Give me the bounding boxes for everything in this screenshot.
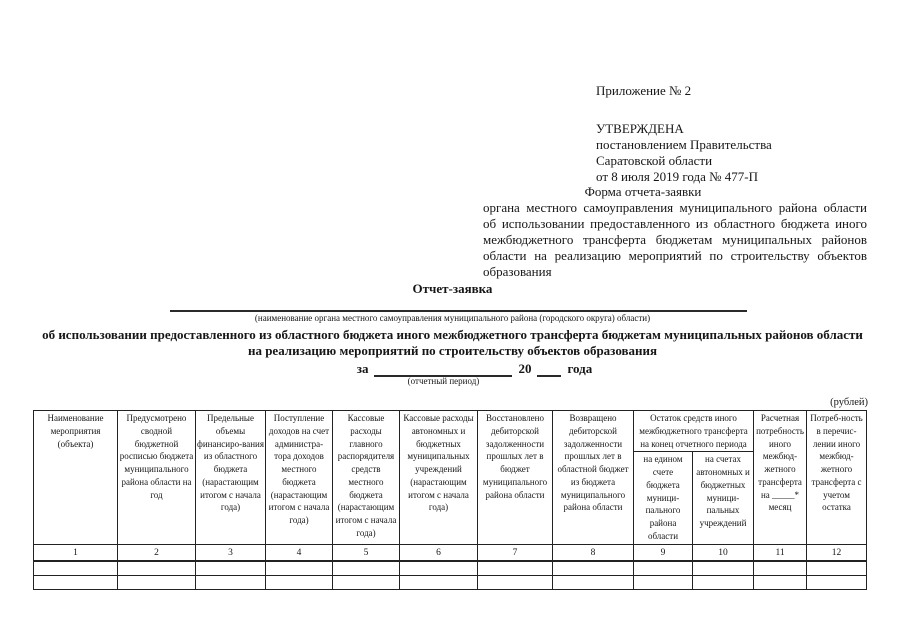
col-header-12: Потреб-ность в перечис-лении иного межбюд-жетного трансферта с учетом остатка [807,411,867,545]
report-table [33,410,867,590]
table-header-row [34,411,867,452]
period-suffix: года [567,361,593,376]
org-name-fill-line [170,298,747,312]
empty-data-row [34,561,867,576]
column-number: 5 [333,545,400,562]
col-header-6: Кассовые расходы автономных и бюджетных муниципальных учреждений (нарастающим итогом с начала года) [400,411,478,545]
col-header-7: Восстановлено дебиторской задолженности прошлых лет в бюджет муниципального района области [478,411,553,545]
period-caption: (отчетный период) [407,376,480,386]
empty-data-row [34,576,867,590]
col-header-2: Предусмотрено сводной бюджетной росписью бюджета муниципального района области на год [118,411,196,545]
period-fill-line [374,361,512,386]
approval-block [596,121,772,185]
units-label: (рублей) [830,397,868,408]
appendix-label: Приложение № 2 [596,83,692,98]
col-header-8: Возвращено дебиторской задолженности прошлых лет в областной бюджет из бюджета муниципального района области [553,411,634,545]
period-year-prefix: 20 [518,361,532,376]
org-name-caption: (наименование органа местного самоуправления муниципального района (городского округа) области) [254,313,651,323]
column-number: 7 [478,545,553,562]
column-number: 6 [400,545,478,562]
approval-line: Саратовской области [596,153,713,168]
column-number-row [34,545,867,562]
col-header-3: Предельные объемы финансиро-вания из областного бюджета (нарастающим итогом с начала года) [196,411,266,545]
approval-line: УТВЕРЖДЕНА [596,121,684,136]
period-year-fill-line [537,361,561,377]
column-number: 4 [266,545,333,562]
column-number: 8 [553,545,634,562]
column-number: 1 [34,545,118,562]
column-number: 9 [634,545,693,562]
document-title: Отчет-заявка [412,281,493,296]
col-header-5: Кассовые расходы главного распорядителя средств местного бюджета (нарастающим итогом с начала года) [333,411,400,545]
reporting-period-line [22,361,905,386]
col-header-1: Наименование мероприятия (объекта) [34,411,118,545]
col-subheader-9: на едином счете бюджета муници-пального района области [634,452,693,545]
approval-line: от 8 июля 2019 года № 477-П [596,169,758,184]
form-description: органа местного самоуправления муниципального района области об использовании предоставленного из областного бюджета иного межбюджетного трансферта бюджетам муниципальных районов области на реализацию мероприятий по строительству объектов образования [483,200,867,279]
col-header-4: Поступление доходов на счет администра-тора доходов местного бюджета (нарастающим итогом с начала года) [266,411,333,545]
document-subtitle: об использовании предоставленного из областного бюджета иного межбюджетного трансферта бюджетам муниципальных районов области на реализацию мероприятий по строительству объектов образования [42,327,863,358]
column-number: 3 [196,545,266,562]
col-subheader-10: на счетах автономных и бюджетных муници-пальных учреждений [693,452,754,545]
col-group-header-9-10: Остаток средств иного межбюджетного трансферта на конец отчетного периода [634,411,754,452]
form-name-label: Форма отчета-заявки [584,184,702,199]
approval-line: постановлением Правительства [596,137,772,152]
column-number: 10 [693,545,754,562]
period-prefix: за [356,361,369,376]
column-number: 11 [754,545,807,562]
column-number: 12 [807,545,867,562]
column-number: 2 [118,545,196,562]
col-header-11: Расчетная потребность иного межбюд-жетного трансферта на _____* месяц [754,411,807,545]
